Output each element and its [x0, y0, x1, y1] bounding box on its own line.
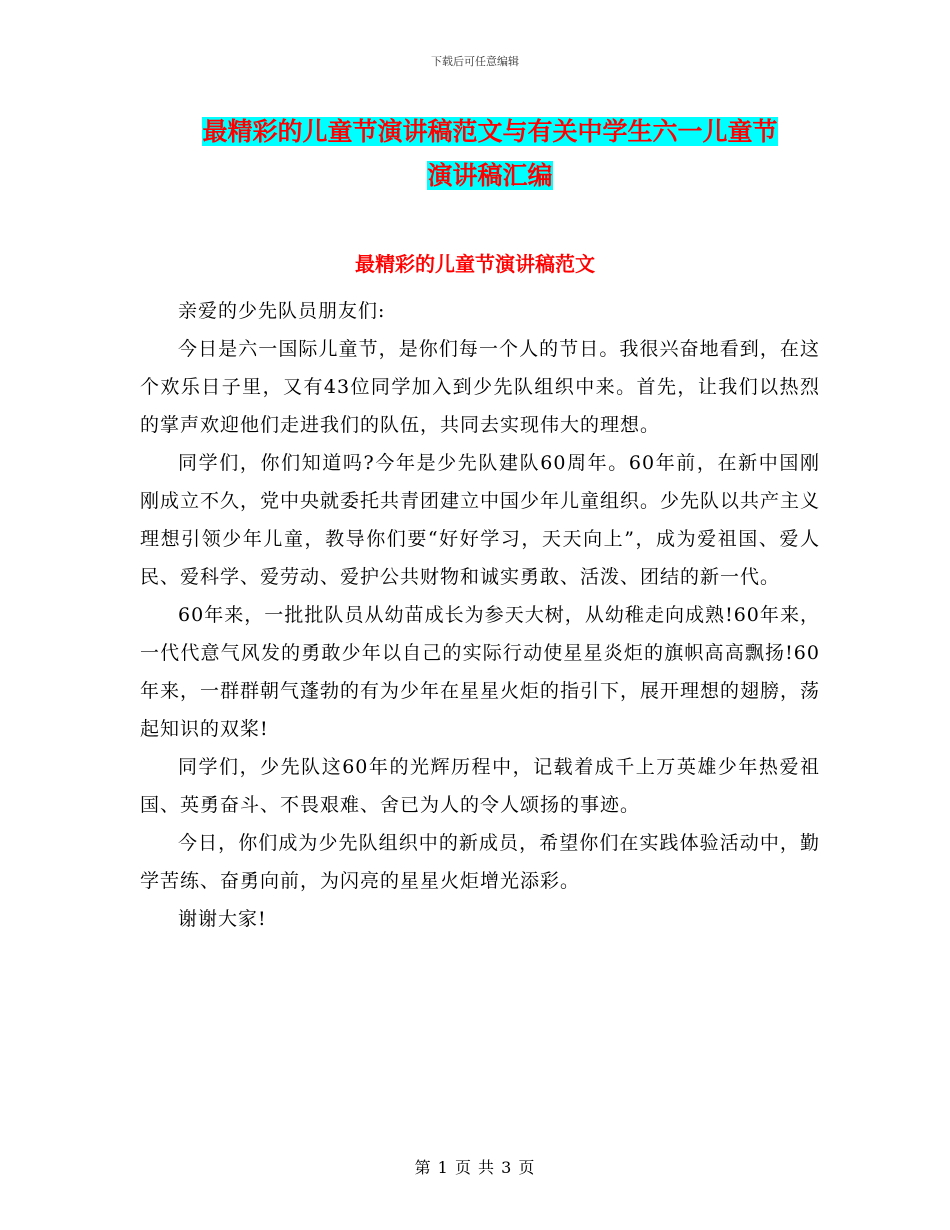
paragraph: 同学们，少先队这60年的光辉历程中，记载着成千上万英雄少年热爱祖国、英勇奋斗、不畏艰难、舍已为人的令人颂扬的事迹。 — [140, 756, 820, 816]
document-title-line-2: 演讲稿汇编 — [427, 161, 553, 190]
paragraph-closing: 谢谢大家! — [178, 908, 267, 930]
header-note: 下载后可任意编辑 — [431, 55, 519, 68]
paragraph: 60年来，一批批队员从幼苗成长为参天大树，从幼稚走向成熟!60年来，一代代意气风发的勇敢少年以自己的实际行动使星星炎炬的旗帜高高飘扬!60年来，一群群朝气蓬勃的有为少年在星星火炬的指引下，展开理想的翅膀，荡起知识的双桨! — [140, 604, 821, 740]
page-number: 第 1 页 共 3 页 — [414, 1158, 536, 1177]
speech-body — [140, 292, 820, 938]
paragraph-greeting: 亲爱的少先队员朋友们: — [178, 300, 386, 322]
paragraph: 同学们，你们知道吗?今年是少先队建队60周年。60年前，在新中国刚刚成立不久，党中央就委托共青团建立中国少年儿童组织。少先队以共产主义理想引领少年儿童，教导你们要“好好学习，天天向上”，成为爱祖国、爱人民、爱科学、爱劳动、爱护公共财物和诚实勇敢、活泼、团结的新一代。 — [140, 452, 821, 588]
document-title-line-1: 最精彩的儿童节演讲稿范文与有关中学生六一儿童节 — [202, 117, 778, 146]
section-title: 最精彩的儿童节演讲稿范文 — [355, 252, 595, 276]
document-title — [140, 110, 840, 198]
paragraph: 今日，你们成为少先队组织中的新成员，希望你们在实践体验活动中，勤学苦练、奋勇向前，为闪亮的星星火炬增光添彩。 — [140, 832, 820, 892]
paragraph: 今日是六一国际儿童节，是你们每一个人的节日。我很兴奋地看到，在这个欢乐日子里，又有43位同学加入到少先队组织中来。首先，让我们以热烈的掌声欢迎他们走进我们的队伍，共同去实现伟大的理想。 — [140, 338, 820, 436]
